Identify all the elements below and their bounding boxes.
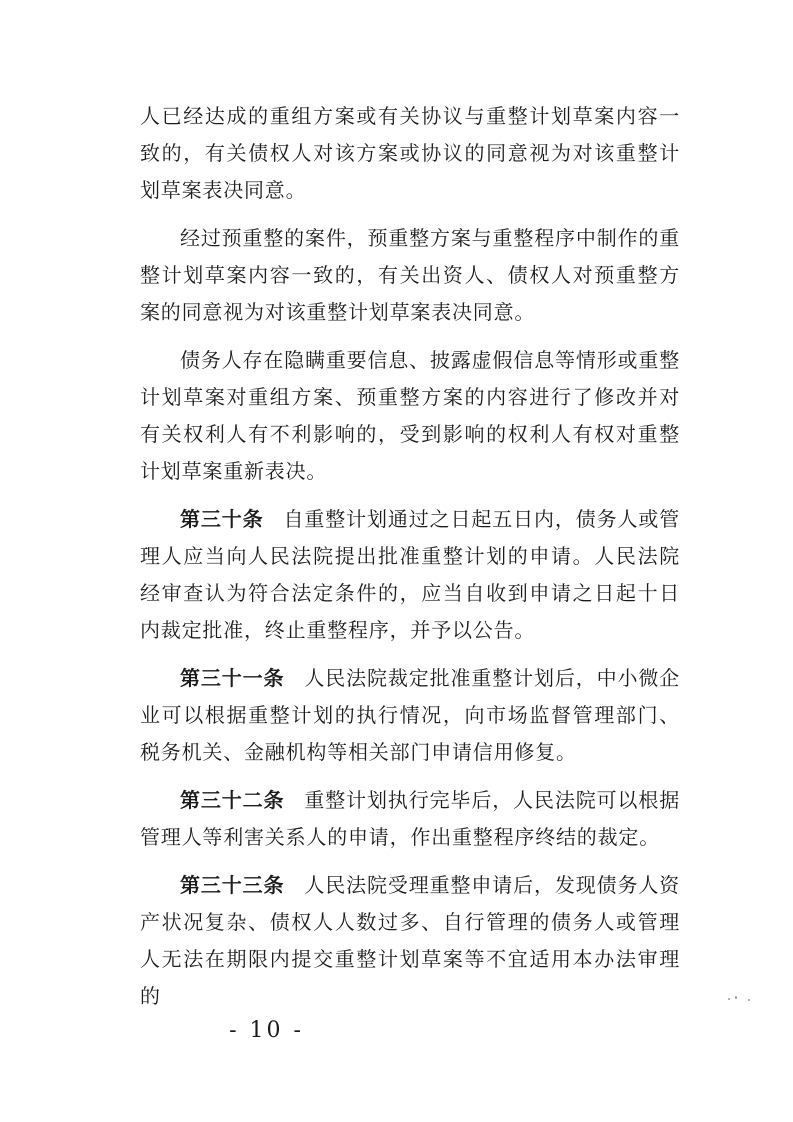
article-30: 第三十条 自重整计划通过之日起五日内，债务人或管理人应当向人民法院提出批准重整计划的申请。人民法院经审查认为符合法定条件的，应当自收到申请之日起十日内裁定批准，终止重整程序，并予以公告。 (140, 507, 681, 642)
article-33: 第三十三条 人民法院受理重整申请后，发现债务人资产状况复杂、债权人人数过多、自行管理的债务人或管理人无法在期限内提交重整计划草案等不宜适用本办法审理的 (140, 873, 681, 1008)
article-31: 第三十一条 人民法院裁定批准重整计划后，中小微企业可以根据重整计划的执行情况，向市场监督管理部门、税务机关、金融机构等相关部门申请信用修复。 (140, 666, 681, 764)
body-text (140, 98, 680, 1015)
article-32: 第三十二条 重整计划执行完毕后，人民法院可以根据管理人等利害关系人的申请，作出重整程序终结的裁定。 (140, 788, 681, 849)
article-32-heading: 第三十二条 (180, 788, 285, 812)
paragraph-2: 经过预重整的案件，预重整方案与重整程序中制作的重整计划草案内容一致的，有关出资人、债权人对预重整方案的同意视为对该重整计划草案表决同意。 (140, 226, 680, 324)
article-31-heading: 第三十一条 (180, 666, 285, 690)
paragraph-1: 人已经达成的重组方案或有关协议与重整计划草案内容一致的，有关债权人对该方案或协议的同意视为对该重整计划草案表决同意。 (140, 104, 680, 202)
paragraph-3: 债务人存在隐瞒重要信息、披露虚假信息等情形或重整计划草案对重组方案、预重整方案的内容进行了修改并对有关权利人有不利影响的，受到影响的权利人有权对重整计划草案重新表决。 (140, 348, 680, 483)
scan-speck (735, 996, 737, 999)
article-30-heading: 第三十条 (180, 507, 264, 531)
scan-speck (728, 998, 730, 1000)
page-number: - 10 - (229, 1018, 304, 1043)
scan-speck (748, 999, 750, 1001)
article-33-heading: 第三十三条 (180, 873, 285, 897)
